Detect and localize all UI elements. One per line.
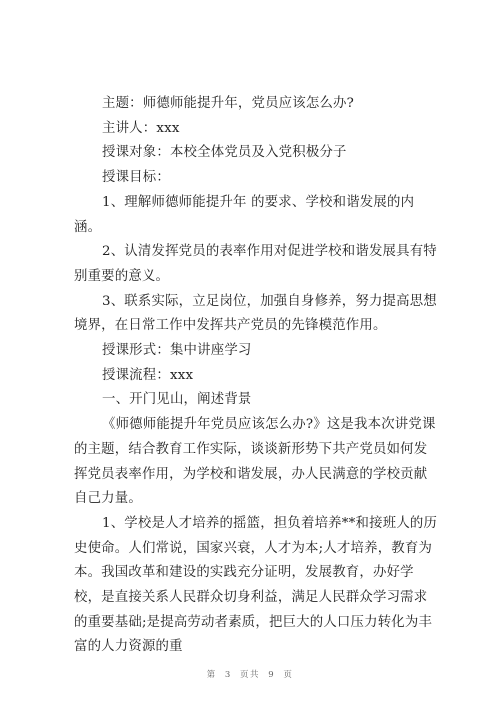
format-line: 授课形式：集中讲座学习 (102, 343, 252, 359)
section-heading-1: 一、开门见山，阐述背景 (102, 392, 252, 408)
speaker-line: 主讲人：xxx (102, 120, 180, 136)
document-body (74, 92, 438, 660)
body-paragraph-1: 1、学校是人才培养的摇篮，担负着培养**和接班人的历史使命。人们常说，国家兴衰，人才为本;人才培养，教育为本。我国改革和建设的实践充分证明，发展教育，办好学校，是直接关系人民群众切身利益，满足人民群众学习需求的重要基础;是提高劳动者素质，把巨大的人口压力转化为丰富的人力资源的重 (74, 515, 438, 655)
footer-prefix: 第 (206, 670, 217, 680)
footer-middle: 页共 (239, 670, 260, 680)
intro-paragraph: 《师德师能提升年党员应该怎么办?》这是我本次讲党课的主题，结合教育工作实际，谈谈新形势下共产党员如何发挥党员表率作用，为学校和谐发展，办人民满意的学校贡献自己力量。 (74, 417, 436, 507)
page-footer (0, 668, 500, 680)
audience-line: 授课对象：本校全体党员及入党积极分子 (102, 145, 347, 161)
footer-page-number: 3 (224, 670, 232, 680)
process-line: 授课流程：xxx (102, 367, 194, 383)
footer-total-pages: 9 (268, 670, 276, 680)
footer-suffix: 页 (283, 670, 294, 680)
topic-line: 主题：师德师能提升年，党员应该怎么办? (102, 96, 355, 111)
objectives-heading: 授课目标： (102, 170, 170, 186)
objective-2: 2、认清发挥党员的表率作用对促进学校和谐发展具有特别重要的意义。 (74, 244, 437, 284)
objective-3: 3、联系实际，立足岗位，加强自身修养，努力提高思想境界，在日常工作中发挥共产党员的先锋模范作用。 (74, 293, 437, 334)
objective-1: 1、理解师德师能提升年 的要求、学校和谐发展的内涵。 (74, 194, 415, 235)
